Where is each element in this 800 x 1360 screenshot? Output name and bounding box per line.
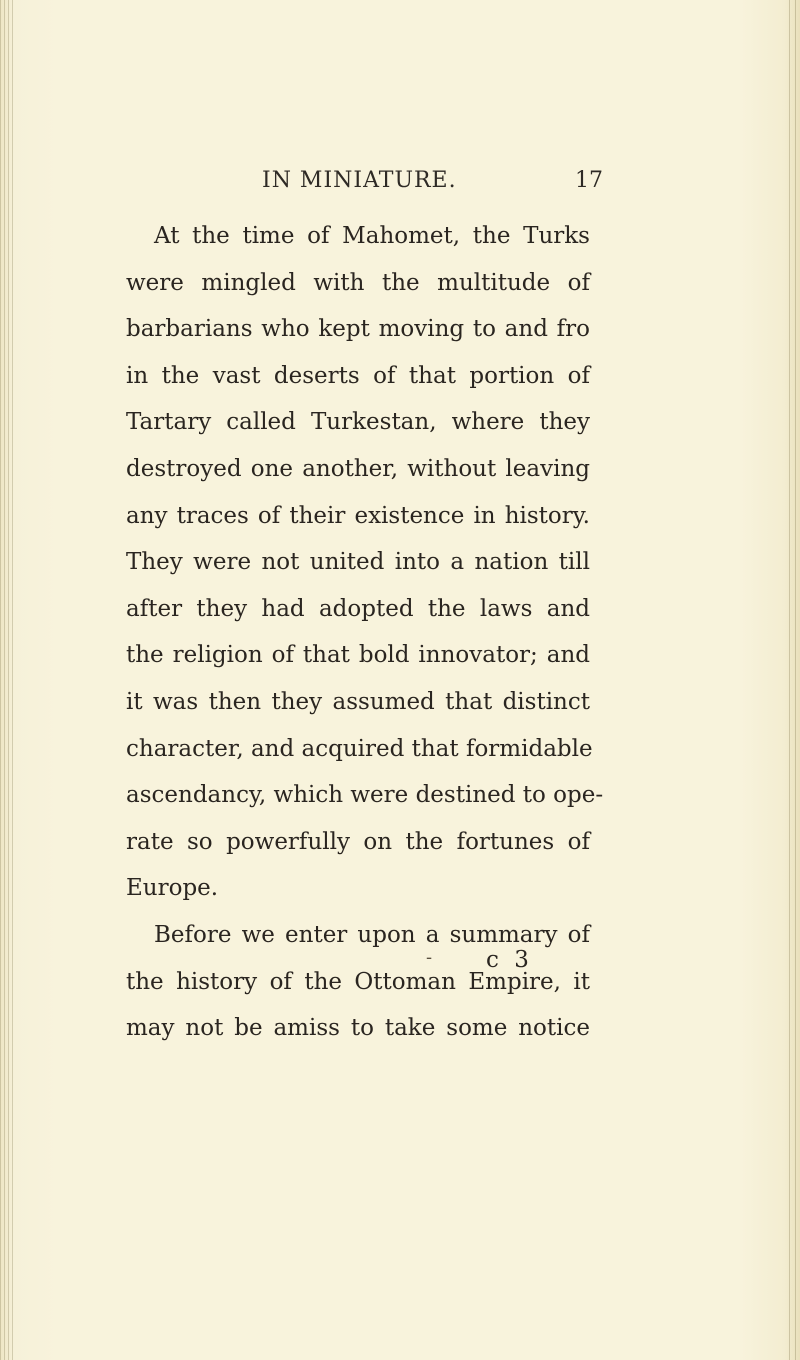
text-line: At the time of Mahomet, the Turks [154, 223, 590, 249]
page-edge [784, 0, 800, 1360]
text-line: in the vast deserts of that portion of [126, 362, 590, 389]
body-text [126, 213, 604, 1052]
footer-mark: - [426, 947, 433, 968]
running-head: IN MINIATURE. [262, 168, 457, 193]
text-line: barbarians who kept moving to and fro [126, 316, 590, 343]
text-line: Europe. [126, 875, 219, 902]
text-line: Tartary called Turkestan, where they [126, 409, 590, 436]
text-line: character, and acquired that formidable [126, 735, 593, 762]
binding-gutter [0, 0, 14, 1360]
text-line: the religion of that bold innovator; and [126, 642, 590, 669]
text-line: it was then they assumed that distinct [126, 688, 590, 715]
text-line: ascendancy, which were destined to ope- [126, 782, 604, 809]
text-line: may not be amiss to take some notice [126, 1015, 590, 1042]
text-line: Before we enter upon a summary of [154, 921, 590, 948]
text-line: the history of the Ottoman Empire, it [126, 968, 590, 995]
text-line: any traces of their existence in history. [126, 502, 590, 529]
text-line: They were not united into a nation till [126, 549, 590, 576]
text-line: destroyed one another, without leaving [126, 455, 590, 482]
text-line: were mingled with the multitude of [126, 269, 590, 296]
signature-mark: c 3 [486, 947, 533, 973]
text-line: rate so powerfully on the fortunes of [126, 828, 590, 855]
page-number: 17 [575, 168, 603, 193]
text-line: after they had adopted the laws and [126, 595, 590, 622]
